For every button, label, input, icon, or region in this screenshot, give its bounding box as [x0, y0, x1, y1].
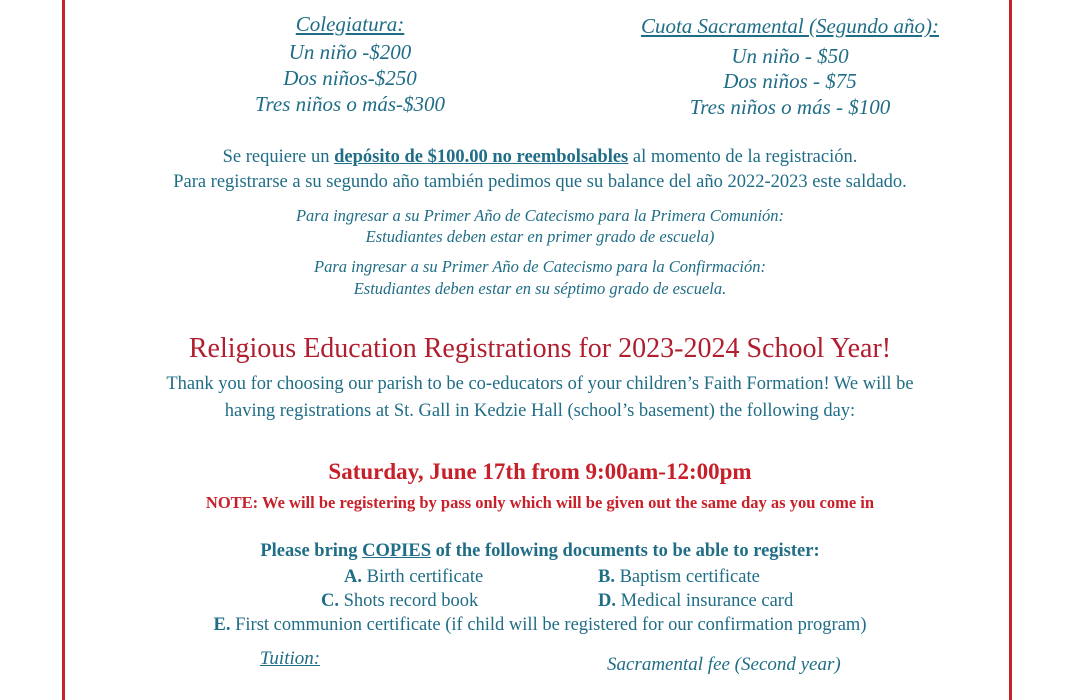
bring-text: Please bring	[260, 541, 363, 561]
spanish-tuition-line: Tres niños o más-$300	[255, 92, 445, 116]
document-letter: E.	[213, 615, 231, 635]
spanish-sacramental-block	[590, 14, 990, 120]
document-item-d	[598, 591, 793, 612]
document-text: First communion certificate (if child will be registered for our confirmation program)	[230, 615, 867, 635]
intro-line: Thank you for choosing our parish to be co-educators of your children’s Faith Formation! We will be	[166, 374, 914, 394]
spanish-tuition-line: Dos niños-$250	[283, 66, 417, 90]
deposit-emphasis: depósito de $100.00 no reembolsables	[334, 147, 629, 167]
english-title: Religious Education Registrations for 2023-2024 School Year!	[188, 333, 892, 364]
document-text: Medical insurance card	[616, 591, 794, 611]
registration-note: NOTE: We will be registering by pass only which will be given out the same day as you come in	[205, 493, 875, 512]
english-sacramental-heading: Sacramental fee (Second year)	[607, 654, 841, 675]
spanish-sacramental-heading: Cuota Sacramental (Segundo año):	[640, 14, 940, 38]
spanish-sacramental-line: Un niño - $50	[731, 44, 849, 68]
intro-line: having registrations at St. Gall in Kedzie Hall (school’s basement) the following day:	[224, 401, 856, 421]
document-letter: B.	[598, 567, 615, 587]
english-tuition-heading: Tuition:	[259, 648, 321, 669]
deposit-line	[0, 147, 1080, 168]
document-item-e	[0, 615, 1080, 636]
communion-note-line: Para ingresar a su Primer Año de Catecismo para la Primera Comunión:	[295, 206, 785, 225]
document-item-c	[321, 591, 478, 612]
spanish-tuition-line: Un niño -$200	[288, 40, 412, 64]
document-item-a	[344, 567, 483, 588]
spanish-tuition-block	[200, 12, 500, 117]
document-letter: C.	[321, 591, 339, 611]
confirmation-note-line: Estudiantes deben estar en su séptimo grado de escuela.	[353, 279, 727, 298]
registration-date: Saturday, June 17th from 9:00am-12:00pm	[328, 459, 752, 484]
balance-line: Para registrarse a su segundo año también pedimos que su balance del año 2022-2023 este saldado.	[173, 172, 907, 192]
document-text: Shots record book	[339, 591, 479, 611]
bring-emphasis: COPIES	[362, 541, 431, 561]
document-letter: A.	[344, 567, 362, 587]
deposit-text: Se requiere un	[222, 147, 335, 167]
spanish-sacramental-line: Dos niños - $75	[723, 69, 857, 93]
spanish-sacramental-line: Tres niños o más - $100	[689, 95, 891, 119]
document-item-b	[598, 567, 760, 588]
document-letter: D.	[598, 591, 616, 611]
spanish-tuition-heading: Colegiatura:	[295, 12, 405, 36]
document-text: Baptism certificate	[614, 567, 760, 587]
bring-text: of the following documents to be able to register:	[431, 541, 820, 561]
confirmation-note-line: Para ingresar a su Primer Año de Catecismo para la Confirmación:	[314, 257, 766, 276]
bring-copies-line	[0, 541, 1080, 562]
communion-note-line: Estudiantes deben estar en primer grado de escuela)	[365, 227, 715, 246]
deposit-text: al momento de la registración.	[628, 147, 858, 167]
document-text: Birth certificate	[362, 567, 484, 587]
